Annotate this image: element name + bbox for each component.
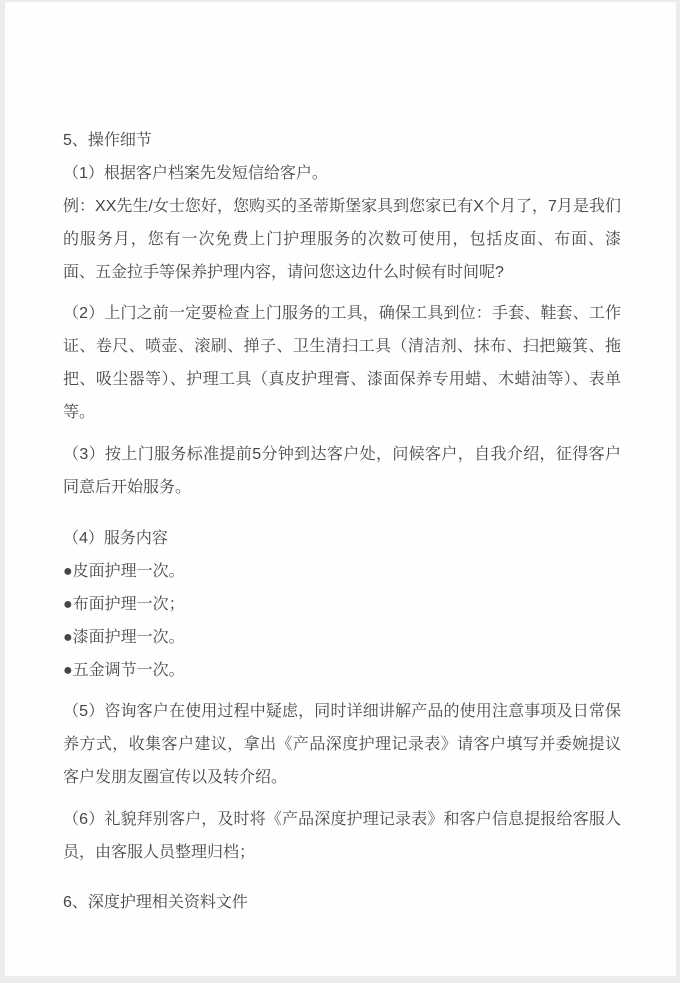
sms-example-paragraph: 例：XX先生/女士您好，您购买的圣蒂斯堡家具到您家已有X个月了，7月是我们的服务月，您有一次免费上门护理服务的次数可使用，包括皮面、布面、漆面、五金拉手等保养护理内容，请问您这边什么时候有时间呢?	[63, 198, 621, 281]
step-3-paragraph: （3）按上门服务标准提前5分钟到达客户处，问候客户，自我介绍，征得客户同意后开始服务。	[63, 446, 621, 496]
service-item-hardware: ●五金调节一次。	[63, 662, 185, 679]
service-item-leather: ●皮面护理一次。	[63, 563, 185, 580]
step-4-heading: （4）服务内容	[63, 530, 168, 547]
step-5-paragraph: （5）咨询客户在使用过程中疑虑，同时详细讲解产品的使用注意事项及日常保养方式，收集客户建议，拿出《产品深度护理记录表》请客户填写并委婉提议客户发朋友圈宣传以及转介绍。	[63, 703, 621, 786]
step-1-paragraph: （1）根据客户档案先发短信给客户。	[63, 165, 328, 182]
step-6-paragraph: （6）礼貌拜别客户，及时将《产品深度护理记录表》和客户信息提报给客服人员，由客服人员整理归档；	[63, 811, 621, 861]
document-page	[5, 2, 676, 976]
document-content	[63, 124, 621, 919]
step-2-paragraph: （2）上门之前一定要检查上门服务的工具，确保工具到位：手套、鞋套、工作证、卷尺、喷壶、滚刷、掸子、卫生清扫工具（清洁剂、抹布、扫把簸箕、拖把、吸尘器等）、护理工具（真皮护理膏、漆面保养专用蜡、木蜡油等）、表单等。	[63, 305, 621, 421]
service-item-fabric: ●布面护理一次；	[63, 596, 185, 613]
section-heading-operation-details: 5、操作细节	[63, 132, 152, 149]
service-item-paint: ●漆面护理一次。	[63, 629, 185, 646]
section-heading-care-files: 6、深度护理相关资料文件	[63, 894, 248, 911]
